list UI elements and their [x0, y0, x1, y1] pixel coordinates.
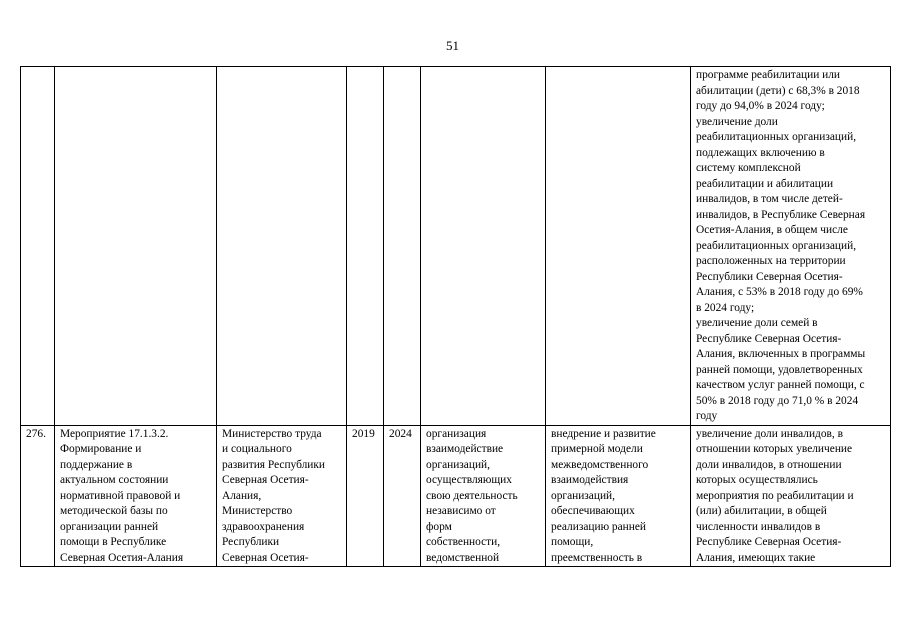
cell-indicator: увеличение доли инвалидов, в отношении которых увеличение доли инвалидов, в отношении которых осуществлялись мероприятия по реабилитации и (или) абилитации, в общей численности инвалидов в Республике Северная Осетия- Алания, имеющих такие	[691, 425, 891, 567]
cell-content	[421, 67, 546, 426]
cell-indicator: программе реабилитации или абилитации (дети) с 68,3% в 2018 году до 94,0% в 2024 году; увеличение доли реабилитационных организаций, подлежащих включению в систему комплексной реабилитации и абилитации инвалидов, в том числе детей- инвалидов, в Республике Северная Осетия-Алания, в общем числе реабилитационных организаций, расположенных на территории Республики Северная Осетия- Алания, с 53% в 2018 году до 69% в 2024 году; увеличение доли семей в Республике Северная Осетия- Алания, включенных в программы ранней помощи, удовлетворенных качеством услуг ранней помощи, с 50% в 2018 году до 71,0 % в 2024 году	[691, 67, 891, 426]
cell-result: внедрение и развитие примерной модели межведомственного взаимодействия организаций, обеспечивающих реализацию ранней помощи, преемственность в	[546, 425, 691, 567]
cell-event	[55, 67, 217, 426]
page-number: 51	[446, 38, 459, 53]
cell-year-end: 2024	[384, 425, 421, 567]
cell-result	[546, 67, 691, 426]
table-row	[21, 425, 891, 567]
table-row	[21, 67, 891, 426]
cell-year-start: 2019	[347, 425, 384, 567]
cell-event: Мероприятие 17.1.3.2. Формирование и поддержание в актуальном состоянии нормативной правовой и методической базы по организации ранней помощи в Республике Северная Осетия-Алания	[55, 425, 217, 567]
cell-executor: Министерство труда и социального развития Республики Северная Осетия- Алания, Министерство здравоохранения Республики Северная Осетия-	[217, 425, 347, 567]
cell-content: организация взаимодействие организаций, осуществляющих свою деятельность независимо от форм собственности, ведомственной	[421, 425, 546, 567]
cell-number: 276.	[21, 425, 55, 567]
cell-executor	[217, 67, 347, 426]
program-table	[20, 66, 891, 567]
cell-number	[21, 67, 55, 426]
cell-year-start	[347, 67, 384, 426]
cell-year-end	[384, 67, 421, 426]
